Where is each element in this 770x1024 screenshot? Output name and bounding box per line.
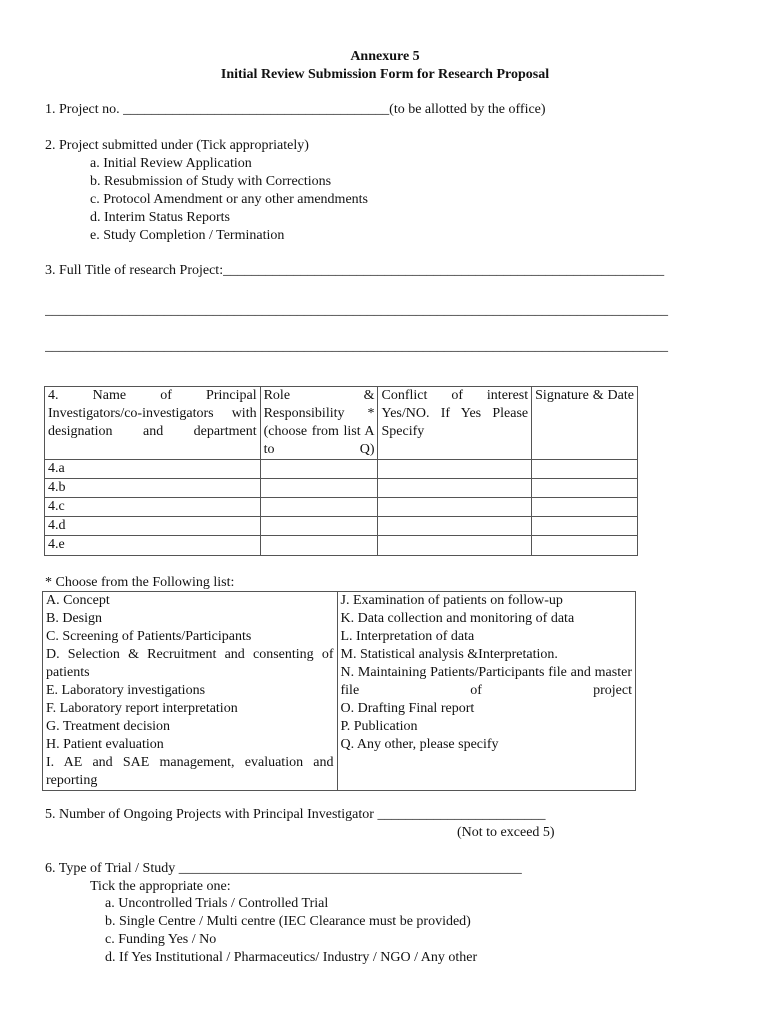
full-title-field[interactable]: _______________________________________________________________: [223, 263, 665, 278]
row-label: 4.b: [45, 479, 261, 498]
trial-type-instruction: Tick the appropriate one:: [90, 879, 231, 894]
signature-cell[interactable]: [532, 460, 638, 479]
conflict-cell[interactable]: [378, 460, 532, 479]
table-row: [45, 536, 638, 556]
list-item: Q. Any other, please specify: [340, 737, 499, 752]
conflict-cell[interactable]: [378, 479, 532, 498]
role-cell[interactable]: [260, 517, 378, 536]
list-item: K. Data collection and monitoring of data: [340, 611, 575, 626]
option-funding-source[interactable]: d. If Yes Institutional / Pharmaceutics/ Industry / NGO / Any other: [105, 950, 478, 965]
form-title: Initial Review Submission Form for Research Proposal: [220, 67, 550, 82]
trial-type-label: 6. Type of Trial / Study: [45, 861, 179, 876]
list-item: D. Selection & Recruitment and consenting of patients: [46, 647, 334, 680]
list-item: H. Patient evaluation: [46, 737, 164, 752]
ongoing-projects-note: (Not to exceed 5): [457, 825, 555, 840]
signature-cell[interactable]: [532, 536, 638, 556]
trial-type-field[interactable]: _________________________________________________: [178, 861, 522, 876]
project-no-row: [45, 101, 546, 119]
trial-type-row: [45, 860, 522, 878]
list-item: C. Screening of Patients/Participants: [46, 629, 252, 644]
list-item: A. Concept: [46, 593, 110, 608]
role-cell[interactable]: [260, 479, 378, 498]
investigators-table: [44, 386, 638, 556]
list-item: M. Statistical analysis &Interpretation.: [340, 647, 558, 662]
list-item: O. Drafting Final report: [340, 701, 475, 716]
option-initial-review[interactable]: a. Initial Review Application: [90, 156, 252, 171]
option-resubmission[interactable]: b. Resubmission of Study with Corrections: [90, 174, 332, 189]
table-row: [45, 479, 638, 498]
role-cell[interactable]: [260, 536, 378, 556]
list-item: I. AE and SAE management, evaluation and reporting: [46, 755, 334, 788]
option-centre[interactable]: b. Single Centre / Multi centre (IEC Clearance must be provided): [105, 914, 471, 929]
role-cell[interactable]: [260, 498, 378, 517]
ongoing-projects-row: [45, 806, 545, 824]
annexure-label: Annexure 5: [350, 49, 420, 64]
project-no-field[interactable]: ______________________________________: [123, 102, 390, 117]
full-title-line-3[interactable]: _________________________________________________________________________________________: [45, 339, 668, 354]
signature-cell[interactable]: [532, 517, 638, 536]
header-signature: Signature & Date: [532, 387, 638, 460]
list-item: B. Design: [46, 611, 102, 626]
signature-cell[interactable]: [532, 479, 638, 498]
conflict-cell[interactable]: [378, 517, 532, 536]
project-no-note: (to be allotted by the office): [389, 102, 546, 117]
list-item: J. Examination of patients on follow-up: [340, 593, 563, 608]
table-header-row: [45, 387, 638, 460]
table-row: [45, 498, 638, 517]
option-controlled-trial[interactable]: a. Uncontrolled Trials / Controlled Trial: [105, 896, 329, 911]
signature-cell[interactable]: [532, 498, 638, 517]
option-interim-status[interactable]: d. Interim Status Reports: [90, 210, 230, 225]
list-item: E. Laboratory investigations: [46, 683, 206, 698]
full-title-label: 3. Full Title of research Project:: [45, 263, 224, 278]
project-no-label: 1. Project no.: [45, 102, 124, 117]
conflict-cell[interactable]: [378, 498, 532, 517]
conflict-cell[interactable]: [378, 536, 532, 556]
role-list-right-column: [337, 592, 636, 791]
row-label: 4.a: [45, 460, 261, 479]
list-item: L. Interpretation of data: [340, 629, 475, 644]
role-list-heading: * Choose from the Following list:: [45, 575, 235, 590]
option-protocol-amendment[interactable]: c. Protocol Amendment or any other amendments: [90, 192, 368, 207]
list-item: P. Publication: [340, 719, 418, 734]
list-item: N. Maintaining Patients/Participants file and master file of project: [340, 665, 632, 698]
list-item: G. Treatment decision: [46, 719, 171, 734]
row-label: 4.c: [45, 498, 261, 517]
full-title-row: [45, 262, 664, 280]
header-name: 4. Name of Principal Investigators/co-investigators with designation and department: [45, 387, 261, 460]
row-label: 4.e: [45, 536, 261, 556]
ongoing-projects-field[interactable]: ________________________: [377, 807, 546, 822]
full-title-line-2[interactable]: _________________________________________________________________________________________: [45, 303, 668, 318]
option-funding[interactable]: c. Funding Yes / No: [105, 932, 217, 947]
role-list-table: [42, 591, 636, 791]
table-row: [45, 460, 638, 479]
header-conflict: Conflict of interest Yes/NO. If Yes Please Specify: [378, 387, 532, 460]
table-row: [45, 517, 638, 536]
header-role: Role & Responsibility *(choose from list A to Q): [260, 387, 378, 460]
option-study-completion[interactable]: e. Study Completion / Termination: [90, 228, 285, 243]
row-label: 4.d: [45, 517, 261, 536]
role-cell[interactable]: [260, 460, 378, 479]
list-item: F. Laboratory report interpretation: [46, 701, 238, 716]
submitted-under-label: 2. Project submitted under (Tick appropriately): [45, 138, 309, 153]
role-list-left-column: [43, 592, 338, 791]
ongoing-projects-label: 5. Number of Ongoing Projects with Principal Investigator: [45, 807, 378, 822]
